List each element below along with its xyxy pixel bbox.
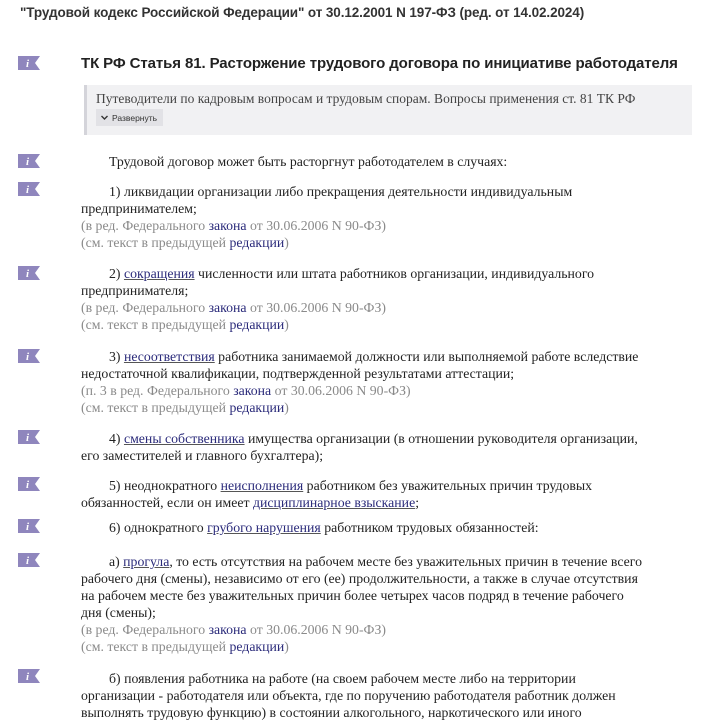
mismatch-link[interactable]: несоответствия <box>123 349 215 364</box>
guide-box <box>84 85 692 135</box>
paragraph-text: обязанностей, если он имеет дисциплинарное взыскание; <box>81 495 420 510</box>
paragraph-text: 3) несоответствия работника занимаемой должности или выполняемой работе вследствие <box>109 349 639 364</box>
edition-link[interactable]: редакции <box>229 639 285 654</box>
paragraph-text: а) прогула, то есть отсутствия на рабочем месте без уважительных причин в течение всего <box>109 554 642 569</box>
law-link[interactable]: закона <box>208 622 247 637</box>
svg-text:i: i <box>26 184 30 196</box>
svg-text:i: i <box>26 479 30 491</box>
edition-note: (в ред. Федерального закона от 30.06.2006 N 90-ФЗ) <box>81 300 386 315</box>
paragraph-text: 6) однократного грубого нарушения работником трудовых обязанностей: <box>109 520 539 535</box>
svg-text:i: i <box>26 156 30 168</box>
expand-button[interactable] <box>96 109 163 126</box>
paragraph-item-2 <box>81 265 701 333</box>
document-title: "Трудовой кодекс Российской Федерации" от 30.12.2001 N 197-ФЗ (ред. от 14.02.2024) <box>20 5 585 20</box>
paragraph-text: 1) ликвидации организации либо прекращения деятельности индивидуальным <box>109 184 573 199</box>
previous-edition-note: (см. текст в предыдущей редакции) <box>81 317 289 332</box>
previous-edition-note: (см. текст в предыдущей редакции) <box>81 400 289 415</box>
info-marker-icon[interactable] <box>18 266 40 280</box>
non-performance-link[interactable]: неисполнения <box>220 478 304 493</box>
paragraph-text: его заместителей и главного бухгалтера); <box>81 448 324 463</box>
edition-note: (п. 3 в ред. Федерального закона от 30.06.2006 N 90-ФЗ) <box>81 383 411 398</box>
paragraph-item-1 <box>81 183 701 251</box>
law-link[interactable]: закона <box>208 218 247 233</box>
paragraph-text: б) появления работника на работе (на своем рабочем месте либо на территории <box>109 671 576 686</box>
edition-note: (в ред. Федерального закона от 30.06.2006 N 90-ФЗ) <box>81 218 386 233</box>
info-marker-icon[interactable] <box>18 182 40 196</box>
edition-note: (в ред. Федерального закона от 30.06.2006 N 90-ФЗ) <box>81 622 386 637</box>
info-marker-icon[interactable] <box>18 349 40 363</box>
edition-link[interactable]: редакции <box>229 235 285 250</box>
reduction-link[interactable]: сокращения <box>123 266 195 281</box>
paragraph-text: 2) сокращения численности или штата работников организации, индивидуального <box>109 266 595 281</box>
expand-label: Развернуть <box>112 112 158 123</box>
paragraph-text: 4) смены собственника имущества организации (в отношении руководителя организации, <box>109 431 638 446</box>
svg-text:i: i <box>26 432 30 444</box>
guide-text[interactable]: Путеводители по кадровым вопросам и трудовым спорам. Вопросы применения ст. 81 ТК РФ <box>96 91 636 106</box>
gross-violation-link[interactable]: грубого нарушения <box>207 520 321 535</box>
info-marker-icon[interactable] <box>18 430 40 444</box>
chevron-down-icon <box>100 113 109 122</box>
law-link[interactable]: закона <box>208 300 247 315</box>
article-title: ТК РФ Статья 81. Расторжение трудового договора по инициативе работодателя <box>81 55 678 72</box>
paragraph-intro <box>81 153 701 170</box>
disciplinary-link[interactable]: дисциплинарное взыскание <box>252 495 416 510</box>
paragraph-text: на рабочем месте без уважительных причин более четырех часов подряд в течение рабочего <box>81 588 624 603</box>
info-marker-icon[interactable] <box>18 154 40 168</box>
paragraph-text: рабочего дня (смены), независимо от его (ее) продолжительности, а также в случае отсутствия <box>81 571 638 586</box>
paragraph-text: Трудовой договор может быть расторгнут работодателем в случаях: <box>109 154 508 169</box>
previous-edition-note: (см. текст в предыдущей редакции) <box>81 639 289 654</box>
paragraph-text: предпринимателем; <box>81 201 197 216</box>
edition-link[interactable]: редакции <box>229 317 285 332</box>
absenteeism-link[interactable]: прогула <box>123 554 170 569</box>
info-marker-icon[interactable] <box>18 669 40 683</box>
svg-text:i: i <box>26 521 30 533</box>
paragraph-item-3 <box>81 348 701 416</box>
paragraph-item-6 <box>81 519 701 536</box>
info-marker-icon[interactable] <box>18 56 40 70</box>
info-marker-icon[interactable] <box>18 477 40 491</box>
paragraph-text: предпринимателя; <box>81 283 189 298</box>
paragraph-item-4 <box>81 430 701 464</box>
law-link[interactable]: закона <box>233 383 272 398</box>
svg-text:i: i <box>26 555 30 567</box>
info-marker-icon[interactable] <box>18 519 40 533</box>
paragraph-text: 5) неоднократного неисполнения работником без уважительных причин трудовых <box>109 478 593 493</box>
svg-text:i: i <box>26 671 30 683</box>
paragraph-text: дня (смены); <box>81 605 156 620</box>
svg-text:i: i <box>26 268 30 280</box>
paragraph-text: недостаточной квалификации, подтвержденной результатами аттестации; <box>81 366 515 381</box>
paragraph-item-5 <box>81 477 701 511</box>
paragraph-subitem-a <box>81 553 701 655</box>
info-marker-icon[interactable] <box>18 553 40 567</box>
edition-link[interactable]: редакции <box>229 400 285 415</box>
svg-text:i: i <box>26 58 30 70</box>
paragraph-text: выполнять трудовую функцию) в состоянии алкогольного, наркотического или иного <box>81 705 582 720</box>
owner-change-link[interactable]: смены собственника <box>123 431 245 446</box>
svg-text:i: i <box>26 351 30 363</box>
previous-edition-note: (см. текст в предыдущей редакции) <box>81 235 289 250</box>
paragraph-subitem-b <box>81 670 701 721</box>
paragraph-text: организации - работодателя или объекта, где по поручению работодателя работник должен <box>81 688 616 703</box>
